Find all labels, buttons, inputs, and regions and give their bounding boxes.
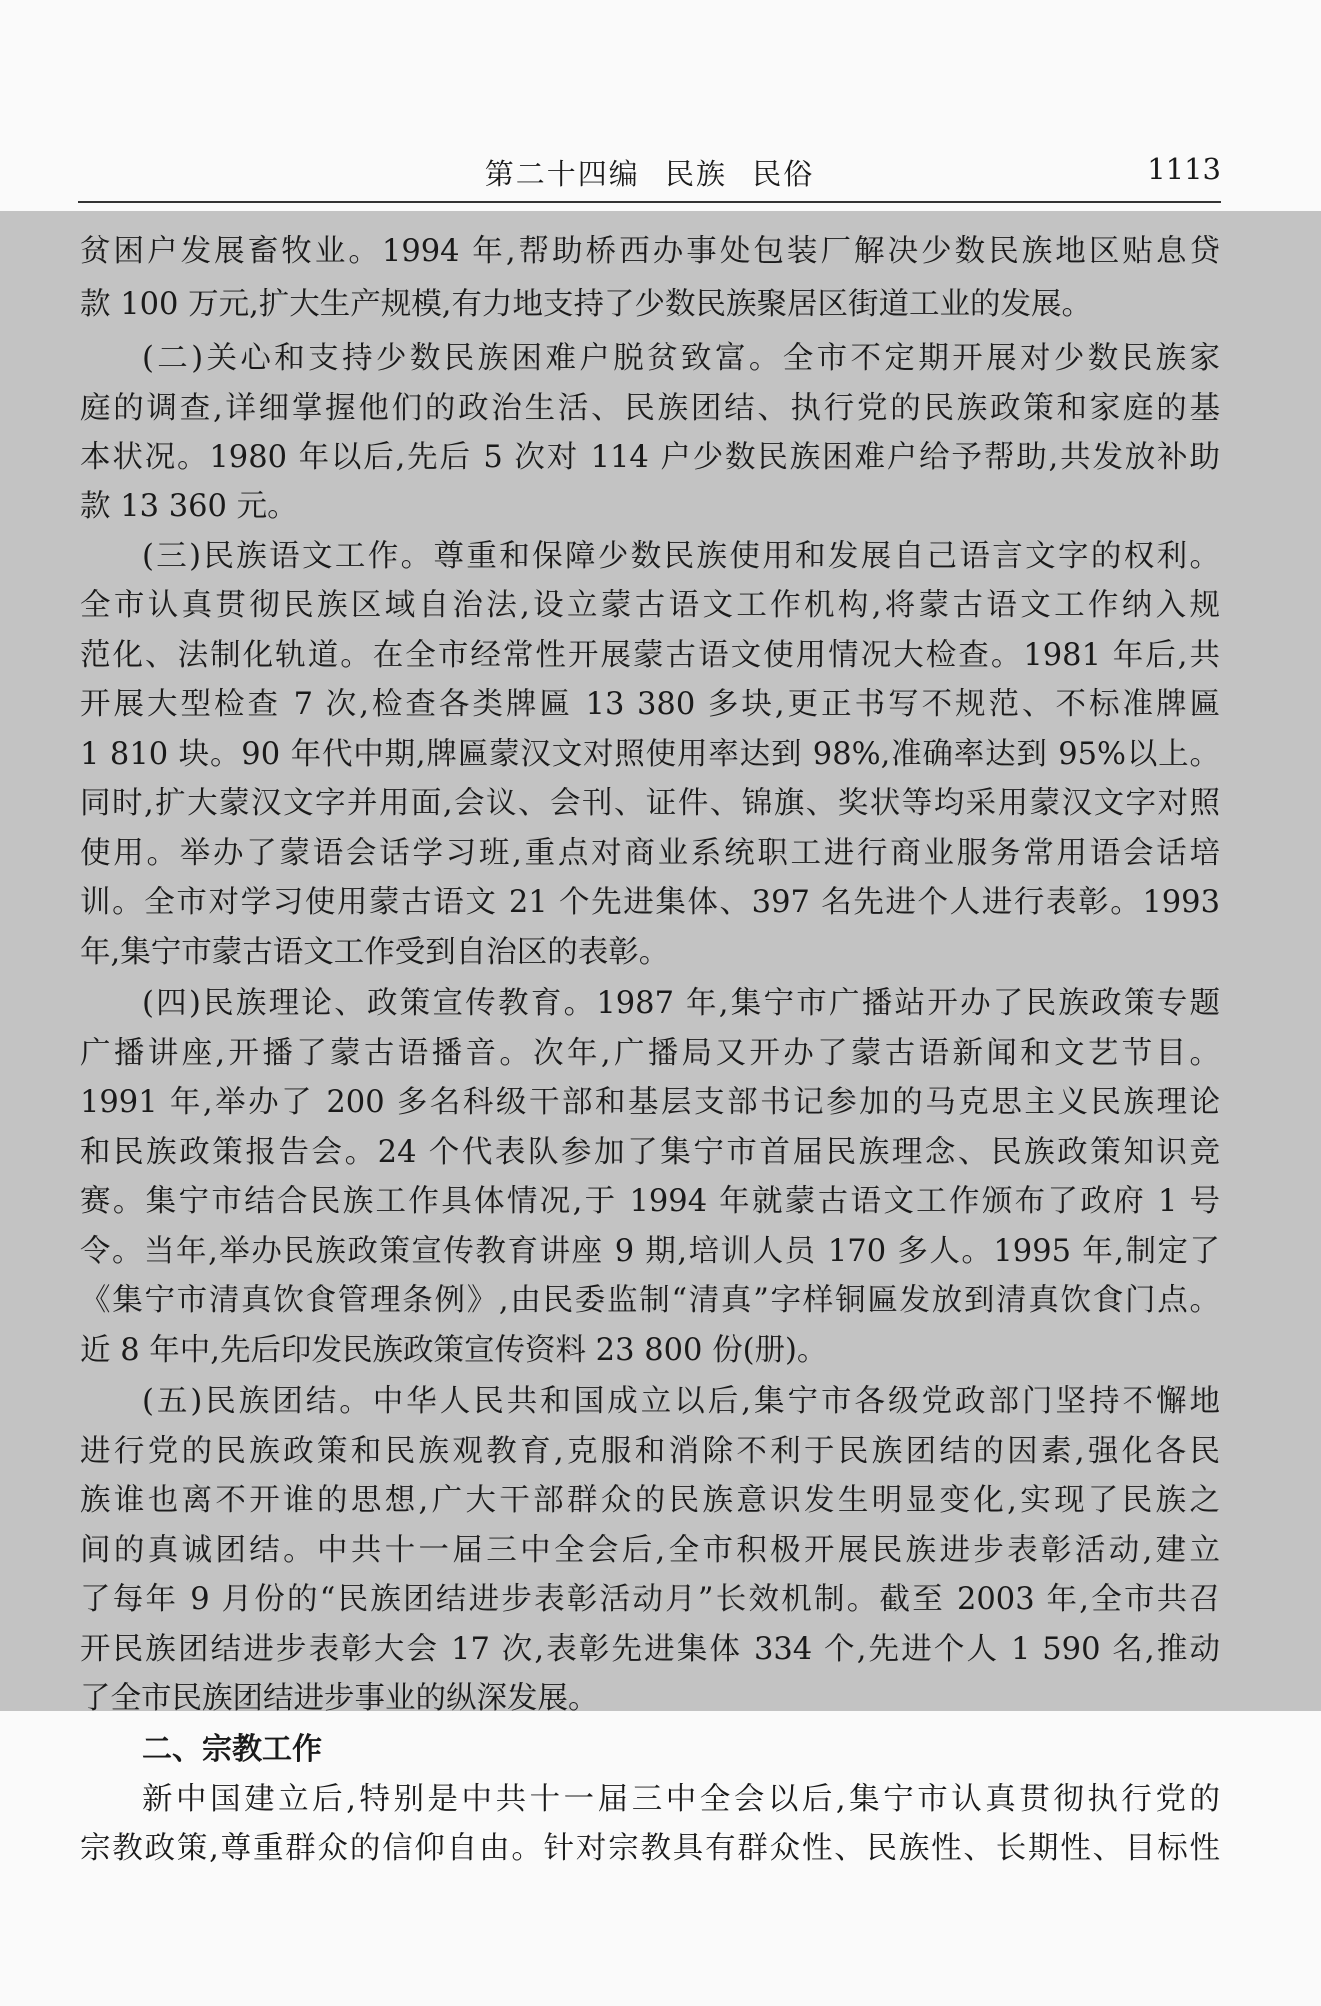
text-line: 款 13 360 元。	[80, 489, 298, 524]
text-line: (三)民族语文工作。尊重和保障少数民族使用和发展自己语言文字的权利。	[142, 539, 1220, 574]
text-line: (四)民族理论、政策宣传教育。1987 年,集宁市广播站开办了民族政策专题	[142, 986, 1220, 1021]
text-line: 开展大型检查 7 次,检查各类牌匾 13 380 多块,更正书写不规范、不标准牌匾	[80, 687, 1220, 722]
text-line: 和民族政策报告会。24 个代表队参加了集宁市首届民族理念、民族政策知识竞	[80, 1135, 1220, 1170]
text-line: (五)民族团结。中华人民共和国成立以后,集宁市各级党政部门坚持不懈地	[142, 1384, 1220, 1419]
section-heading: 二、宗教工作	[142, 1732, 322, 1767]
text-line: 宗教政策,尊重群众的信仰自由。针对宗教具有群众性、民族性、长期性、目标性	[80, 1831, 1220, 1866]
text-line: 款 100 万元,扩大生产规模,有力地支持了少数民族聚居区街道工业的发展。	[80, 287, 1092, 322]
text-line: 进行党的民族政策和民族观教育,克服和消除不利于民族团结的因素,强化各民	[80, 1434, 1220, 1469]
text-line: 1991 年,举办了 200 多名科级干部和基层支部书记参加的马克思主义民族理论	[80, 1085, 1220, 1120]
text-line: 本状况。1980 年以后,先后 5 次对 114 户少数民族困难户给予帮助,共发放补助	[80, 440, 1220, 475]
text-line: 年,集宁市蒙古语文工作受到自治区的表彰。	[80, 935, 670, 970]
text-line: 了每年 9 月份的“民族团结进步表彰活动月”长效机制。截至 2003 年,全市共召	[80, 1582, 1220, 1617]
text-line: 《集宁市清真饮食管理条例》,由民委监制“清真”字样铜匾发放到清真饮食门点。	[80, 1283, 1220, 1318]
page-header	[78, 150, 1221, 194]
text-line: 族谁也离不开谁的思想,广大干部群众的民族意识发生明显变化,实现了民族之	[80, 1483, 1220, 1518]
text-line: 同时,扩大蒙汉文字并用面,会议、会刊、证件、锦旗、奖状等均采用蒙汉文字对照	[80, 786, 1220, 821]
text-line: 近 8 年中,先后印发民族政策宣传资料 23 800 份(册)。	[80, 1333, 828, 1368]
text-line: 贫困户发展畜牧业。1994 年,帮助桥西办事处包装厂解决少数民族地区贴息贷	[80, 234, 1220, 269]
text-line: 间的真诚团结。中共十一届三中全会后,全市积极开展民族进步表彰活动,建立	[80, 1533, 1220, 1568]
text-line: 令。当年,举办民族政策宣传教育讲座 9 期,培训人员 170 多人。1995 年,制定了	[80, 1234, 1220, 1269]
text-line: 范化、法制化轨道。在全市经常性开展蒙古语文使用情况大检查。1981 年后,共	[80, 638, 1220, 673]
running-title: 第二十四编 民族 民俗	[484, 157, 815, 191]
text-line: (二)关心和支持少数民族困难户脱贫致富。全市不定期开展对少数民族家	[142, 341, 1220, 376]
text-line: 庭的调查,详细掌握他们的政治生活、民族团结、执行党的民族政策和家庭的基	[80, 391, 1220, 426]
text-line: 赛。集宁市结合民族工作具体情况,于 1994 年就蒙古语文工作颁布了政府 1 号	[80, 1184, 1220, 1219]
text-line: 新中国建立后,特别是中共十一届三中全会以后,集宁市认真贯彻执行党的	[142, 1782, 1220, 1817]
text-line: 开民族团结进步表彰大会 17 次,表彰先进集体 334 个,先进个人 1 590 名,推动	[80, 1632, 1220, 1667]
page-number: 1113	[1147, 152, 1221, 186]
header-rule	[78, 201, 1221, 203]
text-line: 使用。举办了蒙语会话学习班,重点对商业系统职工进行商业服务常用语会话培	[80, 836, 1220, 871]
text-line: 训。全市对学习使用蒙古语文 21 个先进集体、397 名先进个人进行表彰。1993	[80, 885, 1220, 920]
text-line: 了全市民族团结进步事业的纵深发展。	[80, 1681, 599, 1716]
text-line: 全市认真贯彻民族区域自治法,设立蒙古语文工作机构,将蒙古语文工作纳入规	[80, 588, 1220, 623]
text-line: 广播讲座,开播了蒙古语播音。次年,广播局又开办了蒙古语新闻和文艺节目。	[80, 1036, 1220, 1071]
text-line: 1 810 块。90 年代中期,牌匾蒙汉文对照使用率达到 98%,准确率达到 95%以上。	[80, 737, 1220, 772]
